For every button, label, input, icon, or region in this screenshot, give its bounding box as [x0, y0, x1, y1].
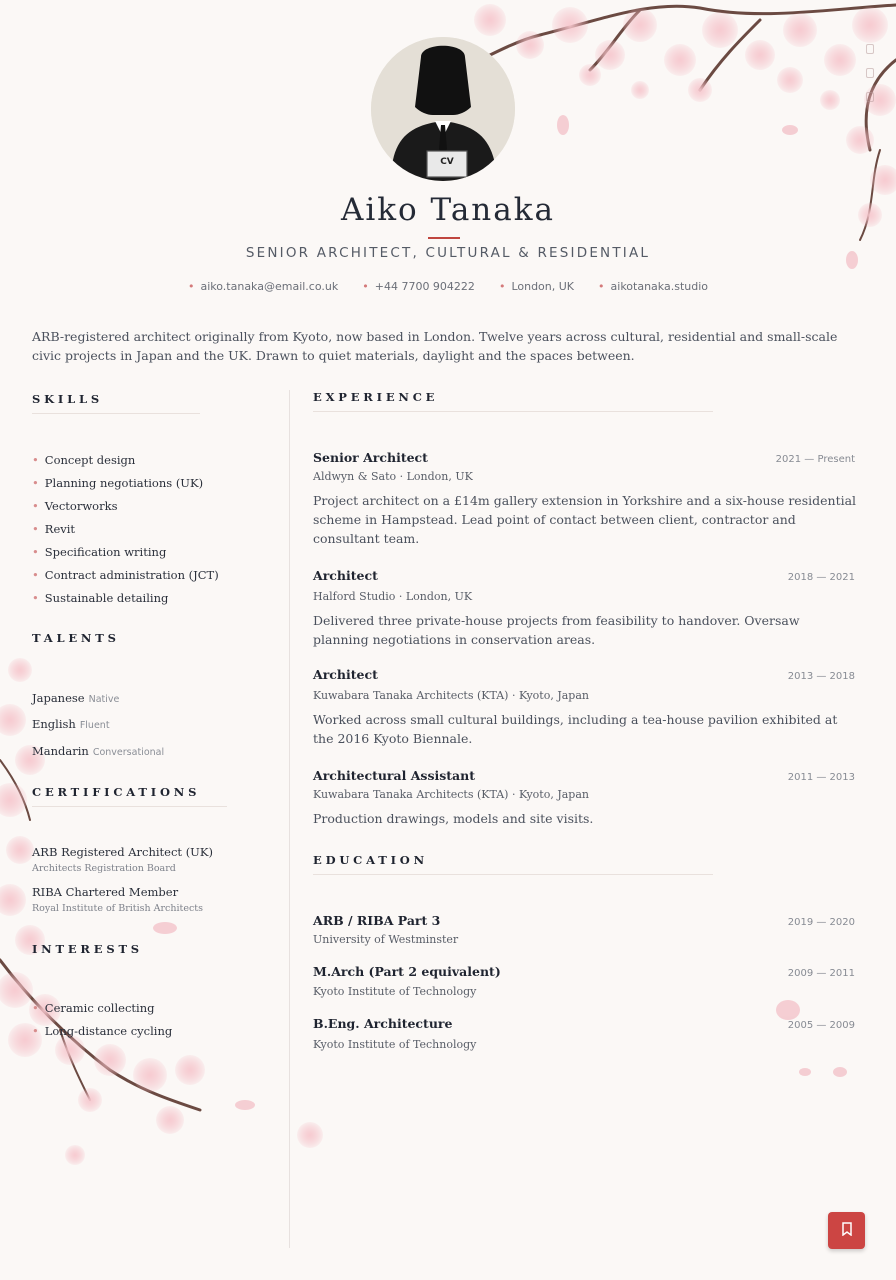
job-title: SENIOR ARCHITECT, CULTURAL & RESIDENTIAL — [245, 245, 651, 261]
job-dates: 2013 — 2018 — [787, 671, 855, 682]
cv-badge-text: CV — [440, 157, 454, 167]
job-position: Architectural Assistant — [313, 768, 476, 783]
contact-email[interactable]: • aiko.tanaka@email.co.uk — [188, 280, 338, 293]
talent-item — [32, 691, 119, 705]
job-dates: 2018 — 2021 — [787, 572, 855, 583]
edu-school: Kyoto Institute of Technology — [313, 1038, 477, 1051]
job-description: Worked across small cultural buildings, including a tea-house pavilion exhibited at the 2016 Kyoto Biennale. — [313, 712, 838, 746]
job-org: Halford Studio · London, UK — [313, 590, 473, 603]
job-dates: 2021 — Present — [775, 454, 855, 465]
edu-school: Kyoto Institute of Technology — [313, 985, 477, 998]
page-indicator — [866, 44, 874, 116]
skills-list — [32, 452, 219, 613]
talent-level: Conversational — [92, 747, 165, 758]
skills-heading: SKILLS — [32, 392, 103, 406]
experience-rule — [313, 411, 713, 412]
talent-language: Mandarin — [32, 744, 89, 758]
contact-phone[interactable]: • +44 7700 904222 — [362, 280, 475, 293]
experience-heading: EXPERIENCE — [313, 390, 439, 404]
job-position: Senior Architect — [313, 450, 428, 465]
interests-list — [32, 1000, 172, 1046]
list-item: • Long-distance cycling — [32, 1023, 172, 1046]
summary-text: ARB-registered architect originally from Kyoto, now based in London. Twelve years across cultural, residential and small-scale civic projects in Japan and the UK. Drawn to quiet materials, daylight and the spaces between. — [32, 329, 838, 363]
job-org: Kuwabara Tanaka Architects (KTA) · Kyoto, Japan — [313, 689, 589, 702]
contact-website[interactable]: • aikotanaka.studio — [598, 280, 708, 293]
edu-degree: M.Arch (Part 2 equivalent) — [313, 964, 501, 979]
education-rule — [313, 874, 713, 875]
talent-language: Japanese — [32, 691, 85, 705]
list-item: • Vectorworks — [32, 498, 219, 521]
contact-row — [0, 280, 896, 293]
edu-dates: 2019 — 2020 — [787, 917, 855, 928]
edu-school: University of Westminster — [313, 933, 459, 946]
floating-action-button[interactable] — [828, 1212, 865, 1249]
edu-dates: 2009 — 2011 — [787, 968, 855, 979]
certifications-heading: CERTIFICATIONS — [32, 785, 201, 799]
cert-name: RIBA Chartered Member — [32, 885, 179, 899]
list-item: • Concept design — [32, 452, 219, 475]
job-description: Production drawings, models and site visits. — [313, 811, 594, 826]
interests-heading: INTERESTS — [32, 942, 143, 956]
cert-org: Royal Institute of British Architects — [32, 903, 203, 914]
talent-language: English — [32, 717, 76, 731]
name-underline — [428, 237, 460, 239]
job-description: Project architect on a £14m gallery extension in Yorkshire and a six-house residential scheme in Hampstead. Lead point of contact between client, contractor and consultant team. — [313, 493, 857, 546]
bookmark-icon — [841, 1222, 853, 1240]
job-dates: 2011 — 2013 — [787, 772, 855, 783]
list-item: • Contract administration (JCT) — [32, 567, 219, 590]
job-org: Aldwyn & Sato · London, UK — [313, 470, 473, 483]
column-divider — [289, 390, 290, 1248]
list-item: • Ceramic collecting — [32, 1000, 172, 1023]
skills-rule — [32, 413, 200, 414]
talents-heading: TALENTS — [32, 631, 120, 645]
talent-level: Fluent — [79, 720, 110, 731]
talent-item — [32, 717, 110, 731]
cert-org: Architects Registration Board — [32, 863, 176, 874]
job-position: Architect — [313, 568, 378, 583]
edu-dates: 2005 — 2009 — [787, 1020, 855, 1031]
education-heading: EDUCATION — [313, 853, 428, 867]
edu-degree: B.Eng. Architecture — [313, 1016, 453, 1031]
cert-name: ARB Registered Architect (UK) — [32, 845, 213, 859]
talent-item — [32, 744, 164, 758]
edu-degree: ARB / RIBA Part 3 — [313, 913, 441, 928]
list-item: • Sustainable detailing — [32, 590, 219, 613]
candidate-name: Aiko Tanaka — [340, 192, 556, 228]
certifications-rule — [32, 806, 227, 807]
job-org: Kuwabara Tanaka Architects (KTA) · Kyoto, Japan — [313, 788, 589, 801]
list-item: • Specification writing — [32, 544, 219, 567]
job-position: Architect — [313, 667, 378, 682]
job-description: Delivered three private-house projects from feasibility to handover. Oversaw planning negotiations in conservation areas. — [313, 613, 800, 647]
list-item: • Planning negotiations (UK) — [32, 475, 219, 498]
talent-level: Native — [88, 694, 120, 705]
list-item: • Revit — [32, 521, 219, 544]
contact-location: • London, UK — [499, 280, 574, 293]
profile-photo — [371, 37, 515, 181]
